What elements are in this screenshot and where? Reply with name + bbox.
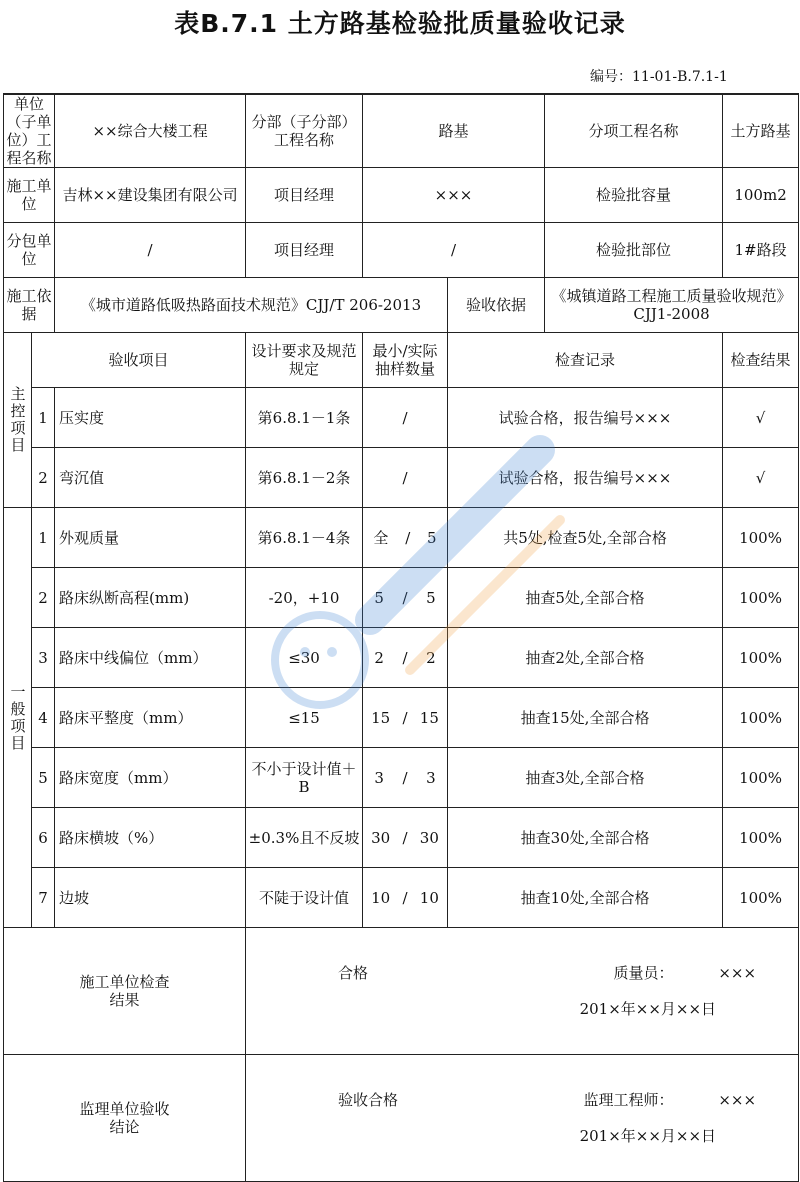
builder-check-date: 201×年××月××日 [579, 1000, 717, 1018]
row-record: 试验合格，报告编号××× [448, 388, 723, 448]
table-row [4, 808, 799, 868]
table-row [4, 688, 799, 748]
col-record: 检查记录 [448, 333, 723, 388]
row-no: 6 [32, 808, 55, 868]
row-name: 路床中线偏位（mm） [55, 628, 246, 688]
sub-label: 分包单位 [4, 223, 55, 278]
sample-min: 30 [371, 828, 391, 847]
row-no: 4 [32, 688, 55, 748]
row-name: 路床纵断高程(mm) [55, 568, 246, 628]
row-name: 路床横坡（%） [55, 808, 246, 868]
general-group-label: 一般项目 [4, 508, 32, 928]
division-label: 分部（子分部）工程名称 [246, 94, 363, 168]
sample-min: 10 [371, 888, 391, 907]
row-result: √ [723, 448, 799, 508]
pm-label: 项目经理 [246, 168, 363, 223]
unit-label: 单位（子单位）工程名称 [4, 94, 55, 168]
supervisor-engineer-label: 监理工程师： [583, 1091, 674, 1109]
sub-pm-label: 项目经理 [246, 223, 363, 278]
sample-min: 5 [374, 588, 384, 607]
row-record: 试验合格，报告编号××× [448, 448, 723, 508]
row-result: √ [723, 388, 799, 448]
supervisor-verdict: 验收合格 [338, 1091, 399, 1109]
capacity-value: 100m2 [723, 168, 799, 223]
row-record: 抽查2处,全部合格 [448, 628, 723, 688]
supervisor-check-body [246, 1055, 799, 1182]
basis-value: 《城市道路低吸热路面技术规范》CJJ/T 206-2013 [55, 278, 448, 333]
row-result: 100% [723, 748, 799, 808]
row-result: 100% [723, 628, 799, 688]
sample-min: 15 [371, 708, 391, 727]
page-title: 表B.7.1 土方路基检验批质量验收记录 [174, 9, 626, 38]
header-row-3 [4, 223, 799, 278]
row-name: 路床平整度（mm） [55, 688, 246, 748]
col-item: 验收项目 [32, 333, 246, 388]
row-sample [363, 628, 448, 688]
row-record: 抽查3处,全部合格 [448, 748, 723, 808]
row-no: 7 [32, 868, 55, 928]
builder-verdict: 合格 [338, 964, 369, 982]
ratio-sep: / [402, 648, 408, 667]
row-sample [363, 568, 448, 628]
quality-officer-label: 质量员： [613, 964, 674, 982]
builder-label: 施工单位 [4, 168, 55, 223]
row-sample [363, 508, 448, 568]
sub-pm-value: / [363, 223, 545, 278]
item-label: 分项工程名称 [545, 94, 723, 168]
main-group-label: 主控项目 [4, 333, 32, 508]
accept-basis-label: 验收依据 [448, 278, 545, 333]
table-row [4, 628, 799, 688]
row-result: 100% [723, 568, 799, 628]
table-row [4, 568, 799, 628]
location-value: 1#路段 [723, 223, 799, 278]
sample-actual: 10 [419, 888, 439, 907]
row-no: 2 [32, 448, 55, 508]
header-row-2 [4, 168, 799, 223]
ratio-sep: / [405, 528, 411, 547]
pm-value: ××× [363, 168, 545, 223]
supervisor-check-label: 监理单位验收结论 [4, 1055, 246, 1182]
row-spec: ≤15 [246, 688, 363, 748]
col-spec: 设计要求及规范规定 [246, 333, 363, 388]
sample-min: 2 [374, 648, 384, 667]
ratio-sep: / [402, 708, 408, 727]
row-record: 抽查15处,全部合格 [448, 688, 723, 748]
row-name: 压实度 [55, 388, 246, 448]
column-header-row [4, 333, 799, 388]
row-spec: 不小于设计值＋B [246, 748, 363, 808]
accept-basis-value: 《城镇道路工程施工质量验收规范》CJJ1-2008 [545, 278, 799, 333]
quality-officer-signature: ××× [718, 964, 757, 982]
sample-actual: 30 [419, 828, 439, 847]
supervisor-check-row [4, 1055, 799, 1182]
sample-actual: 5 [427, 528, 437, 547]
header-row-4 [4, 278, 799, 333]
row-spec: -20，+10 [246, 568, 363, 628]
row-sample [363, 748, 448, 808]
row-sample: / [363, 388, 448, 448]
row-name: 路床宽度（mm） [55, 748, 246, 808]
ratio-sep: / [402, 888, 408, 907]
sample-min: 全 [373, 528, 389, 547]
row-no: 1 [32, 508, 55, 568]
unit-value: ××综合大楼工程 [55, 94, 246, 168]
capacity-label: 检验批容量 [545, 168, 723, 223]
ratio-sep: / [402, 768, 408, 787]
location-label: 检验批部位 [545, 223, 723, 278]
row-spec: 第6.8.1－1条 [246, 388, 363, 448]
row-name: 外观质量 [55, 508, 246, 568]
row-sample: / [363, 448, 448, 508]
row-sample [363, 688, 448, 748]
row-spec: ≤30 [246, 628, 363, 688]
sample-min: 3 [374, 768, 384, 787]
builder-check-label: 施工单位检查结果 [4, 928, 246, 1055]
sample-actual: 15 [419, 708, 439, 727]
row-spec: 第6.8.1－2条 [246, 448, 363, 508]
basis-label: 施工依据 [4, 278, 55, 333]
row-spec: ±0.3%且不反坡 [246, 808, 363, 868]
sample-actual: 3 [426, 768, 436, 787]
col-sample: 最小/实际抽样数量 [363, 333, 448, 388]
form-code: 编号：11-01-B.7.1-1 [590, 69, 728, 85]
row-result: 100% [723, 808, 799, 868]
sample-actual: 2 [426, 648, 436, 667]
table-row [4, 388, 799, 448]
row-spec: 第6.8.1－4条 [246, 508, 363, 568]
supervisor-engineer-signature: ××× [718, 1091, 757, 1109]
row-no: 3 [32, 628, 55, 688]
supervisor-check-date: 201×年××月××日 [579, 1127, 717, 1145]
row-sample [363, 808, 448, 868]
ratio-sep: / [402, 828, 408, 847]
row-result: 100% [723, 688, 799, 748]
builder-check-row [4, 928, 799, 1055]
row-record: 抽查5处,全部合格 [448, 568, 723, 628]
row-name: 边坡 [55, 868, 246, 928]
sub-value: / [55, 223, 246, 278]
row-no: 5 [32, 748, 55, 808]
table-row [4, 868, 799, 928]
sample-actual: 5 [426, 588, 436, 607]
col-result: 检查结果 [723, 333, 799, 388]
row-sample [363, 868, 448, 928]
table-row [4, 448, 799, 508]
division-value: 路基 [363, 94, 545, 168]
row-record: 共5处,检查5处,全部合格 [448, 508, 723, 568]
inspection-table [3, 93, 799, 1182]
ratio-sep: / [402, 588, 408, 607]
row-no: 2 [32, 568, 55, 628]
row-result: 100% [723, 508, 799, 568]
row-result: 100% [723, 868, 799, 928]
row-record: 抽查10处,全部合格 [448, 868, 723, 928]
builder-value: 吉林××建设集团有限公司 [55, 168, 246, 223]
table-row [4, 748, 799, 808]
row-name: 弯沉值 [55, 448, 246, 508]
header-row-1 [4, 94, 799, 168]
builder-check-body [246, 928, 799, 1055]
row-spec: 不陡于设计值 [246, 868, 363, 928]
table-row [4, 508, 799, 568]
row-record: 抽查30处,全部合格 [448, 808, 723, 868]
row-no: 1 [32, 388, 55, 448]
item-value: 土方路基 [723, 94, 799, 168]
